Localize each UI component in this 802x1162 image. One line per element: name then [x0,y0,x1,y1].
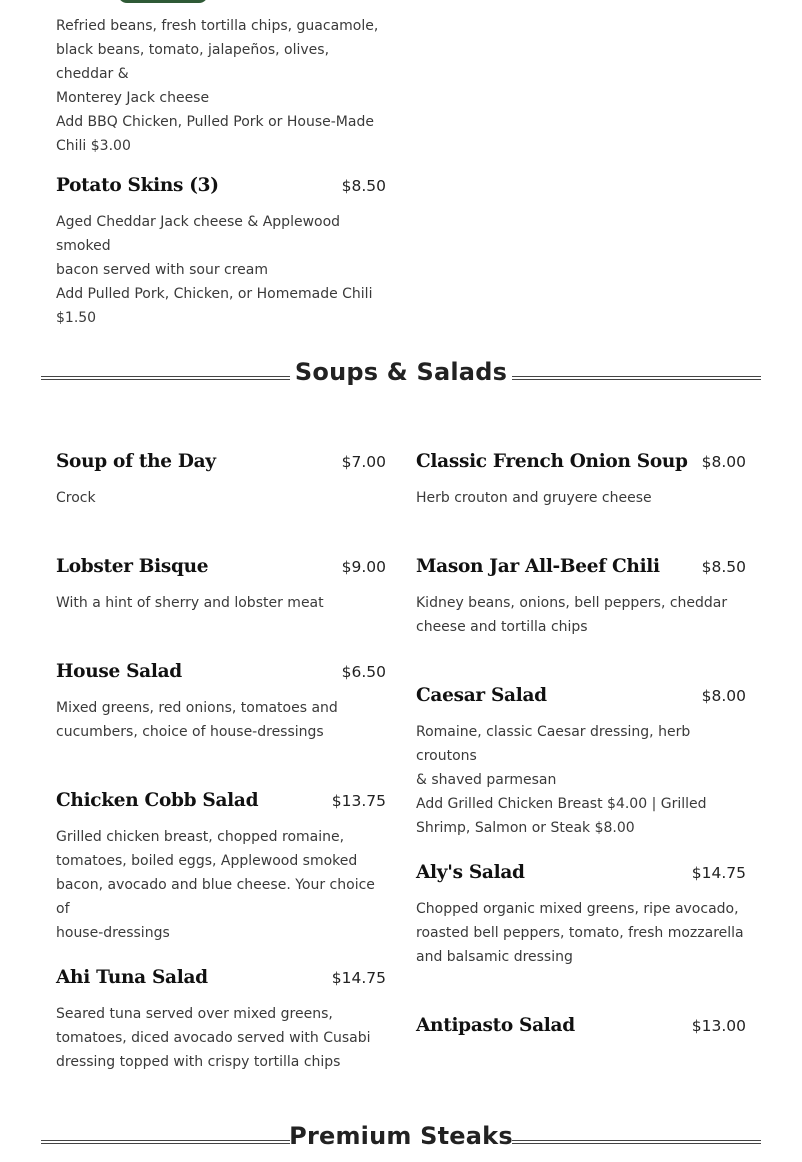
desc-line: Kidney beans, onions, bell peppers, cheddar [416,595,728,611]
item-name: Chicken Cobb Salad [56,790,259,811]
menu-item-alys-salad [416,862,746,969]
desc-line: Add Grilled Chicken Breast $4.00 | Grilled [416,796,707,812]
desc-line: Aged Cheddar Jack cheese & Applewood smoked [56,214,341,254]
section-header-soups-salads [41,358,761,398]
desc-line: Shrimp, Salmon or Steak $8.00 [416,820,635,836]
desc-line: roasted bell peppers, tomato, fresh mozzarella [416,925,744,941]
item-name: House Salad [56,661,182,682]
desc-line: Herb crouton and gruyere cheese [416,490,652,506]
desc-line: black beans, tomato, jalapeños, olives, cheddar & [56,42,330,82]
section-title: Premium Steaks [289,1122,513,1150]
item-description [56,591,386,615]
desc-line: Chili $3.00 [56,138,131,154]
item-description [56,486,386,510]
item-name: Ahi Tuna Salad [56,967,208,988]
item-description [416,591,746,639]
desc-line: Crock [56,490,96,506]
desc-line: Grilled chicken breast, chopped romaine, [56,829,345,845]
menu-item-chicken-cobb-salad [56,790,386,945]
desc-line: bacon served with sour cream [56,262,269,278]
item-name: Soup of the Day [56,451,216,472]
item-price: $8.00 [701,453,746,471]
desc-line: & shaved parmesan [416,772,557,788]
divider-right [512,376,761,380]
view-menu-button-edge[interactable] [118,0,208,3]
menu-item-soup-of-the-day [56,451,386,510]
item-price: $6.50 [341,663,386,681]
item-name: Mason Jar All-Beef Chili [416,556,660,577]
menu-item-classic-french-onion-soup [416,451,746,510]
desc-line: Seared tuna served over mixed greens, [56,1006,333,1022]
menu-item-potato-skins [56,175,386,330]
desc-line: Chopped organic mixed greens, ripe avocado, [416,901,739,917]
desc-line: With a hint of sherry and lobster meat [56,595,324,611]
item-description [416,720,746,840]
menu-item-ahi-tuna-salad [56,967,386,1074]
item-description [56,1002,386,1074]
section-header-premium-steaks [41,1122,761,1162]
item-description [56,210,386,330]
item-price: $7.00 [341,453,386,471]
item-price: $8.50 [701,558,746,576]
item-price: $8.50 [341,177,386,195]
item-name: Antipasto Salad [416,1015,575,1036]
menu-item-lobster-bisque [56,556,386,615]
item-description [56,825,386,945]
item-description [56,14,386,158]
item-price: $8.00 [701,687,746,705]
desc-line: Monterey Jack cheese [56,90,210,106]
item-name: Potato Skins (3) [56,175,219,196]
desc-line: $1.50 [56,310,97,326]
menu-item-partial [56,14,386,158]
desc-line: tomatoes, boiled eggs, Applewood smoked [56,853,358,869]
desc-line: bacon, avocado and blue cheese. Your choice of [56,877,375,917]
desc-line: house-dressings [56,925,170,941]
item-price: $14.75 [331,969,386,987]
desc-line: dressing topped with crispy tortilla chips [56,1054,341,1070]
item-name: Classic French Onion Soup [416,451,688,472]
desc-line: cucumbers, choice of house-dressings [56,724,324,740]
item-name: Caesar Salad [416,685,547,706]
section-title: Soups & Salads [294,358,508,386]
desc-line: cheese and tortilla chips [416,619,588,635]
item-price: $13.00 [691,1017,746,1035]
item-name: Lobster Bisque [56,556,209,577]
menu-item-caesar-salad [416,685,746,840]
desc-line: Refried beans, fresh tortilla chips, guacamole, [56,18,379,34]
menu-item-house-salad [56,661,386,744]
item-name: Aly's Salad [416,862,525,883]
item-description [416,897,746,969]
item-price: $14.75 [691,864,746,882]
item-price: $9.00 [341,558,386,576]
desc-line: Add Pulled Pork, Chicken, or Homemade Chili [56,286,373,302]
desc-line: Romaine, classic Caesar dressing, herb croutons [416,724,691,764]
item-description [416,486,746,510]
menu-item-mason-jar-chili [416,556,746,639]
desc-line: Mixed greens, red onions, tomatoes and [56,700,338,716]
item-price: $13.75 [331,792,386,810]
desc-line: Add BBQ Chicken, Pulled Pork or House-Made [56,114,374,130]
desc-line: tomatoes, diced avocado served with Cusabi [56,1030,371,1046]
menu-item-antipasto-salad [416,1015,746,1036]
desc-line: and balsamic dressing [416,949,573,965]
item-description [56,696,386,744]
